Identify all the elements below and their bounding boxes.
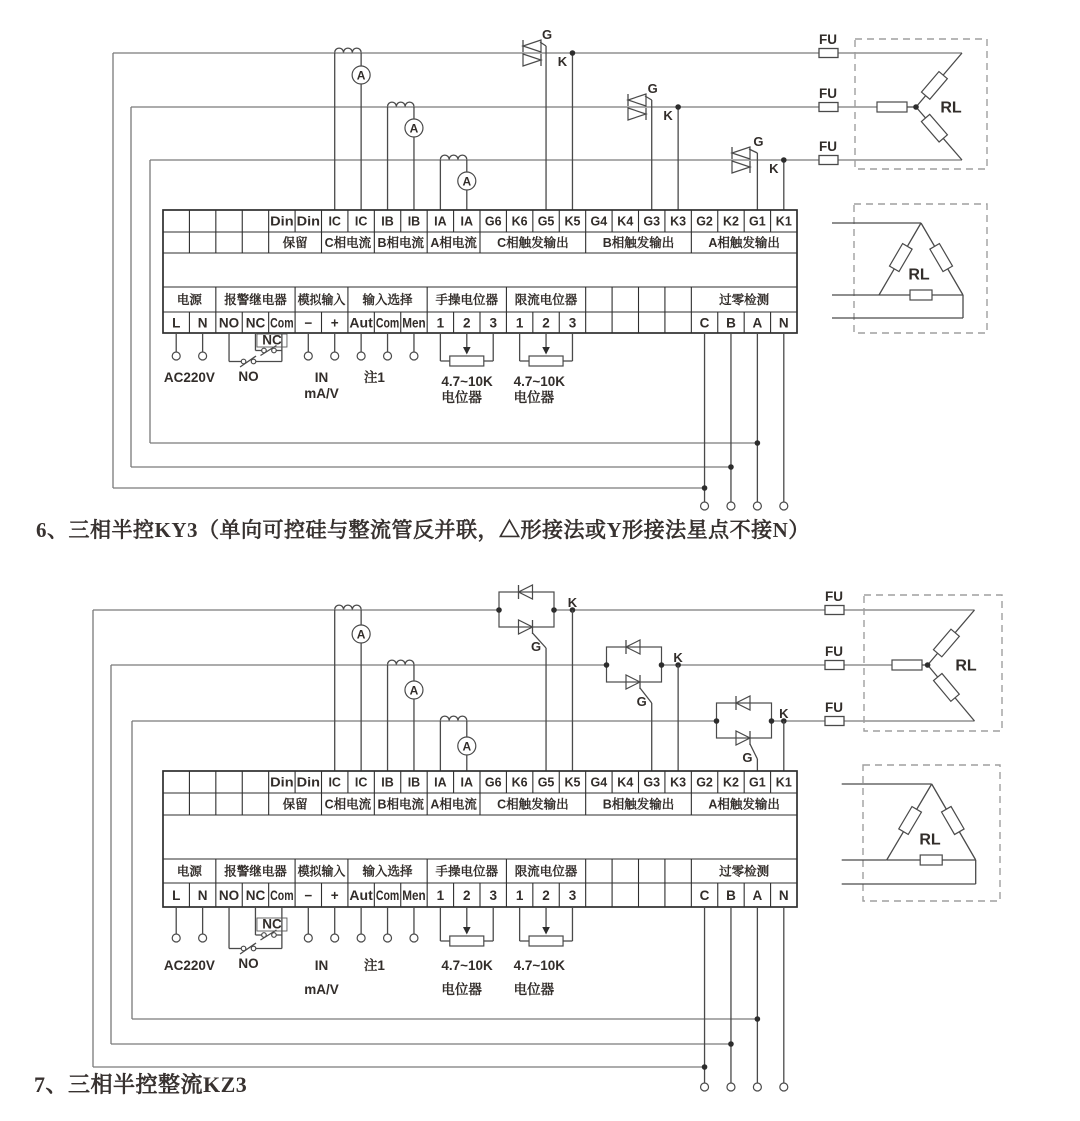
relay-nc-label: NC <box>262 916 282 932</box>
relay-no-label: NO <box>238 956 259 971</box>
terminal-name: K2 <box>722 775 739 790</box>
terminal-name: 1 <box>436 315 445 331</box>
fuse-body <box>825 661 844 670</box>
ct-coil-icon <box>440 716 466 720</box>
analog-input-terminals <box>304 333 339 401</box>
terminal-circle <box>272 348 277 353</box>
potentiometer-body <box>450 936 484 946</box>
terminal-group-label: 电源 <box>176 864 202 879</box>
load-label: RL <box>940 99 962 117</box>
pot-value-label: 4.7~10K <box>513 374 566 389</box>
load-label: RL <box>908 266 930 284</box>
terminal-name: G1 <box>749 214 766 229</box>
terminal-name: IA <box>434 775 447 790</box>
junction-dot <box>659 662 665 668</box>
terminal-group-label: 手操电位器 <box>435 293 499 307</box>
terminal-circle <box>331 934 339 942</box>
terminal-group-label: 模拟输入 <box>297 864 348 879</box>
gate-label: G <box>647 81 658 96</box>
terminal-circle <box>172 934 180 942</box>
terminal-circle <box>172 352 180 360</box>
ac-voltage-label: AC220V <box>163 958 215 973</box>
potentiometer <box>514 907 573 997</box>
fuse-body <box>819 49 838 58</box>
analog-input-terminals <box>304 907 339 997</box>
ammeter-icon: A <box>356 68 366 83</box>
terminal-name: Din <box>270 775 294 790</box>
fuse-label: FU <box>825 644 843 659</box>
star-load-box <box>864 595 1002 731</box>
resistor <box>877 102 907 112</box>
current-transformer-b <box>388 102 423 210</box>
thyristor-pair-phase-B <box>628 81 681 210</box>
gate-label: G <box>753 134 764 149</box>
analog-unit-label: mA/V <box>304 982 339 997</box>
fuse-phase-c <box>825 589 844 615</box>
wiring-diagram-1 <box>113 27 987 510</box>
terminal-name: IC <box>328 214 341 229</box>
cathode-label: K <box>769 161 779 176</box>
terminal-name: G1 <box>749 775 766 790</box>
potentiometer-body <box>450 356 484 366</box>
terminal-name: K1 <box>775 775 792 790</box>
terminal-group-label: 输入选择 <box>362 293 413 307</box>
cathode-label: K <box>663 108 673 123</box>
terminal-name: NO <box>218 315 240 331</box>
terminal-group-label: C相电流 <box>324 797 372 812</box>
junction-dot <box>714 718 720 724</box>
cathode-label: K <box>779 706 789 721</box>
wiper-arrow-icon <box>463 927 471 935</box>
terminal-group-label: 保留 <box>282 797 308 812</box>
section-6-heading: 6、三相半控KY3（单向可控硅与整流管反并联，△形接法或Y形接法星点不接N） <box>36 518 810 542</box>
power-terminals <box>164 333 215 385</box>
terminal-name: B <box>726 888 736 903</box>
analog-unit-label: mA/V <box>304 386 339 401</box>
terminal-name: 3 <box>489 315 497 331</box>
terminal-name: N <box>197 315 208 331</box>
terminal-name: A <box>752 315 763 331</box>
thyristor-pair-phase-C <box>523 27 575 210</box>
terminal-name: G5 <box>537 214 555 229</box>
ct-coil-icon <box>440 155 466 159</box>
terminal-name: − <box>304 888 313 903</box>
terminal-name: Com <box>375 888 400 903</box>
terminal-group-label: 过零检测 <box>719 293 770 307</box>
terminal-circle <box>701 502 709 510</box>
resistor <box>942 806 965 834</box>
terminal-name: Com <box>270 888 294 903</box>
zero-cross-terminals <box>701 907 788 1091</box>
delta-load-box <box>832 204 987 333</box>
terminal-name: 1 <box>515 888 524 903</box>
wiring-diagram-2-ky3 <box>93 585 1002 1091</box>
loop-outline <box>717 703 772 738</box>
current-transformer-c <box>335 605 370 771</box>
ct-coil-icon <box>335 605 361 609</box>
terminal-name: 1 <box>436 888 445 903</box>
current-transformer-c <box>335 48 370 210</box>
junction-dot <box>781 157 787 163</box>
terminal-group-label: A相电流 <box>430 236 477 250</box>
terminal-name: K6 <box>511 775 528 790</box>
terminal-name: L <box>172 315 181 331</box>
note1-label: 注1 <box>363 370 385 385</box>
terminal-circle <box>199 934 207 942</box>
relay-nc-label: NC <box>262 332 282 348</box>
resistor <box>921 114 947 142</box>
junction-dot <box>570 50 576 56</box>
ct-coil-icon <box>335 48 361 52</box>
fuse-body <box>819 103 838 112</box>
terminal-name: NO <box>218 888 240 903</box>
bottom-annotations <box>164 907 788 1091</box>
fuse-label: FU <box>825 589 843 604</box>
resistor <box>920 855 942 865</box>
terminal-circle <box>727 1083 735 1091</box>
analog-in-label: IN <box>314 958 329 973</box>
resistor <box>910 290 932 300</box>
scr-triangle <box>523 40 541 52</box>
terminal-name: IC <box>328 775 341 790</box>
bottom-annotations <box>164 333 788 511</box>
terminal-name: G2 <box>696 775 713 790</box>
loop-outline <box>607 647 662 682</box>
gate-label: G <box>742 750 753 765</box>
input-select-terminals <box>357 907 418 973</box>
terminal-group-label: 电源 <box>176 293 202 307</box>
terminal-name: N <box>778 888 789 903</box>
terminal-circle <box>384 934 392 942</box>
terminal-circle <box>357 352 365 360</box>
junction-dot <box>755 1016 761 1022</box>
junction-dot <box>728 464 734 470</box>
terminal-name: K3 <box>670 775 687 790</box>
terminal-name: 1 <box>515 315 524 331</box>
cathode-label: K <box>567 595 578 610</box>
power-terminals <box>164 907 215 973</box>
junction-dot <box>702 485 708 491</box>
terminal-circle <box>357 934 365 942</box>
zero-cross-terminals <box>701 333 788 510</box>
alarm-relay-contacts <box>229 907 287 971</box>
gate-label: G <box>541 27 553 42</box>
terminal-group-label: A相触发输出 <box>708 236 780 250</box>
terminal-name: IB <box>381 775 394 790</box>
fuse-phase-b <box>825 644 844 670</box>
terminal-circle <box>410 934 418 942</box>
terminal-name: Men <box>402 315 426 331</box>
terminal-name: G4 <box>590 775 608 790</box>
terminal-name: K1 <box>775 214 792 229</box>
diode-triangle <box>628 108 646 120</box>
terminal-group-label: A相电流 <box>430 797 477 812</box>
load-label: RL <box>955 657 977 675</box>
terminal-group-label: 保留 <box>282 236 308 250</box>
resistor <box>892 660 922 670</box>
terminal-circle <box>410 352 418 360</box>
terminal-group-label: B相电流 <box>377 236 425 250</box>
load-label: RL <box>919 831 941 849</box>
terminal-circle <box>199 352 207 360</box>
terminal-name: Din <box>270 214 294 229</box>
junction-dot <box>728 1041 734 1047</box>
terminal-group-label: B相触发输出 <box>602 797 675 812</box>
resistor <box>930 244 953 272</box>
terminal-name: IC <box>354 214 368 229</box>
scr-triangle <box>628 94 646 106</box>
fuse-phase-a <box>819 139 838 165</box>
terminal-circle <box>251 359 256 364</box>
terminal-group-label: C相触发输出 <box>497 797 569 812</box>
junction-dot <box>675 104 681 110</box>
junction-dot <box>604 662 610 668</box>
ammeter-icon: A <box>462 174 472 189</box>
pot-name-label: 电位器 <box>441 982 482 997</box>
dashed-enclosure <box>855 39 987 169</box>
terminal-name: Aut <box>349 315 374 331</box>
terminal-name: K4 <box>617 214 634 229</box>
resistor <box>921 72 947 100</box>
resistor <box>899 807 922 835</box>
junction-dot <box>496 607 502 613</box>
terminal-circle <box>701 1083 709 1091</box>
terminal-name: L <box>172 888 181 903</box>
terminal-group-label: 报警继电器 <box>224 864 287 879</box>
terminal-name: IB <box>381 214 394 229</box>
thyristor-diode-loop-phase-A <box>714 696 789 771</box>
terminal-name: IB <box>407 775 421 790</box>
terminal-name: N <box>197 888 208 903</box>
resistor <box>933 629 959 657</box>
ammeter-icon: A <box>356 627 366 642</box>
terminal-group-label: 过零检测 <box>719 864 770 879</box>
alarm-relay-contacts <box>229 333 287 385</box>
potentiometer-body <box>529 356 563 366</box>
terminal-name: Men <box>402 888 426 903</box>
thyristor-diode-loop-phase-B <box>604 640 684 771</box>
terminal-name: 3 <box>489 888 497 903</box>
junction-dot <box>925 662 931 668</box>
fuse-phase-c <box>819 32 838 58</box>
junction-dot <box>702 1064 708 1070</box>
terminal-group-label: B相电流 <box>377 797 425 812</box>
current-transformer-a <box>440 716 475 771</box>
fuse-phase-a <box>825 700 844 726</box>
terminal-name: G3 <box>643 775 661 790</box>
terminal-group-label: 报警继电器 <box>224 293 287 307</box>
terminal-block <box>163 210 797 333</box>
star-load-box <box>855 39 987 169</box>
pot-value-label: 4.7~10K <box>513 958 566 973</box>
terminal-name: − <box>304 315 313 331</box>
fuse-label: FU <box>819 139 837 154</box>
pot-name-label: 电位器 <box>441 390 482 405</box>
terminal-circle <box>304 934 312 942</box>
wiper-arrow-icon <box>542 347 550 355</box>
terminal-name: Aut <box>349 888 374 903</box>
delta-load-box <box>842 765 1000 901</box>
thyristor-diode-loop-phase-C <box>496 585 578 771</box>
gate-label: G <box>636 694 647 709</box>
fuse-body <box>819 156 838 165</box>
terminal-name: C <box>699 315 710 331</box>
fuse-body <box>825 606 844 615</box>
terminal-name: G2 <box>696 214 713 229</box>
ac-voltage-label: AC220V <box>163 370 215 385</box>
fuse-label: FU <box>819 32 837 47</box>
potentiometer <box>440 333 493 405</box>
terminal-name: G6 <box>484 214 502 229</box>
terminal-circle <box>304 352 312 360</box>
terminal-group-label: 手操电位器 <box>435 864 499 879</box>
terminal-name: Com <box>375 315 400 331</box>
junction-dot <box>913 104 919 110</box>
terminal-name: C <box>699 888 710 903</box>
pot-value-label: 4.7~10K <box>441 374 493 389</box>
potentiometer <box>440 907 493 997</box>
pot-name-label: 电位器 <box>513 982 555 997</box>
terminal-group-label: 模拟输入 <box>297 293 348 307</box>
terminal-name: N <box>778 315 789 331</box>
note1-label: 注1 <box>363 958 385 973</box>
terminal-name: K5 <box>564 214 581 229</box>
terminal-circle <box>727 502 735 510</box>
terminal-name: Com <box>270 315 294 331</box>
dashed-enclosure <box>864 595 1002 731</box>
terminal-name: 2 <box>463 315 471 331</box>
ct-coil-icon <box>388 102 414 106</box>
terminal-name: + <box>330 315 339 331</box>
input-select-terminals <box>357 333 418 385</box>
terminal-name: 3 <box>568 888 577 903</box>
diode-triangle <box>732 161 750 173</box>
thyristor-pair-phase-A <box>732 134 787 210</box>
junction-dot <box>755 440 761 446</box>
ammeter-icon: A <box>409 121 419 136</box>
terminal-name: 2 <box>542 315 550 331</box>
terminal-name: G4 <box>590 214 608 229</box>
terminal-group-label: 输入选择 <box>362 864 413 879</box>
terminal-name: K6 <box>511 214 528 229</box>
terminal-circle <box>331 352 339 360</box>
fuse-body <box>825 717 844 726</box>
scr-triangle <box>732 147 750 159</box>
current-transformer-b <box>388 660 423 771</box>
terminal-group-label: 限流电位器 <box>514 293 578 307</box>
terminal-circle <box>780 502 788 510</box>
terminal-name: K4 <box>617 775 634 790</box>
diode-triangle <box>523 54 541 66</box>
relay-no-label: NO <box>238 369 259 384</box>
terminal-group-label: 限流电位器 <box>514 864 578 879</box>
wiper-arrow-icon <box>542 927 550 935</box>
fuse-label: FU <box>819 86 837 101</box>
terminal-name: 2 <box>463 888 471 903</box>
ammeter-icon: A <box>462 739 472 754</box>
terminal-name: NC <box>245 888 266 903</box>
terminal-name: + <box>330 888 339 903</box>
terminal-circle <box>384 352 392 360</box>
current-transformer-a <box>440 155 475 210</box>
terminal-group-label: C相触发输出 <box>497 236 569 250</box>
wiper-arrow-icon <box>463 347 471 355</box>
terminal-name: Din <box>296 214 320 229</box>
terminal-name: G3 <box>643 214 661 229</box>
loop-outline <box>499 592 554 627</box>
terminal-group-label: C相电流 <box>324 236 372 250</box>
terminal-group-label: B相触发输出 <box>602 236 675 250</box>
terminal-name: Din <box>296 775 320 790</box>
terminal-name: K2 <box>722 214 739 229</box>
cathode-label: K <box>673 650 683 665</box>
potentiometer <box>514 333 573 405</box>
terminal-name: B <box>726 315 736 331</box>
terminal-name: 3 <box>568 315 577 331</box>
phase-buses <box>113 53 962 488</box>
terminal-circle <box>753 502 761 510</box>
terminal-name: G5 <box>537 775 555 790</box>
pot-name-label: 电位器 <box>513 390 555 405</box>
terminal-name: NC <box>245 315 266 331</box>
fuse-phase-b <box>819 86 838 112</box>
terminal-name: IA <box>460 214 474 229</box>
terminal-circle <box>272 933 277 938</box>
terminal-name: IA <box>460 775 474 790</box>
ct-coil-icon <box>388 660 414 664</box>
terminal-circle <box>251 946 256 951</box>
resistor <box>934 674 960 702</box>
terminal-block <box>163 771 797 907</box>
gate-label: G <box>530 639 542 654</box>
junction-dot <box>551 607 557 613</box>
ammeter-icon: A <box>409 683 419 698</box>
terminal-name: K5 <box>564 775 581 790</box>
terminal-name: 2 <box>542 888 550 903</box>
phase-buses <box>93 610 975 1067</box>
terminal-name: IC <box>354 775 368 790</box>
cathode-label: K <box>557 54 568 69</box>
terminal-name: IB <box>407 214 421 229</box>
terminal-name: K3 <box>670 214 687 229</box>
potentiometer-body <box>529 936 563 946</box>
terminal-name: A <box>752 888 763 903</box>
section-7-heading: 7、三相半控整流KZ3 <box>34 1072 248 1097</box>
junction-dot <box>769 718 775 724</box>
terminal-name: IA <box>434 214 447 229</box>
fuse-label: FU <box>825 700 843 715</box>
terminal-group-label: A相触发输出 <box>708 797 780 812</box>
terminal-name: G6 <box>484 775 502 790</box>
pot-value-label: 4.7~10K <box>441 958 493 973</box>
terminal-circle <box>780 1083 788 1091</box>
wiring-diagram-1-circuit <box>113 27 987 488</box>
analog-in-label: IN <box>314 370 329 385</box>
terminal-circle <box>753 1083 761 1091</box>
